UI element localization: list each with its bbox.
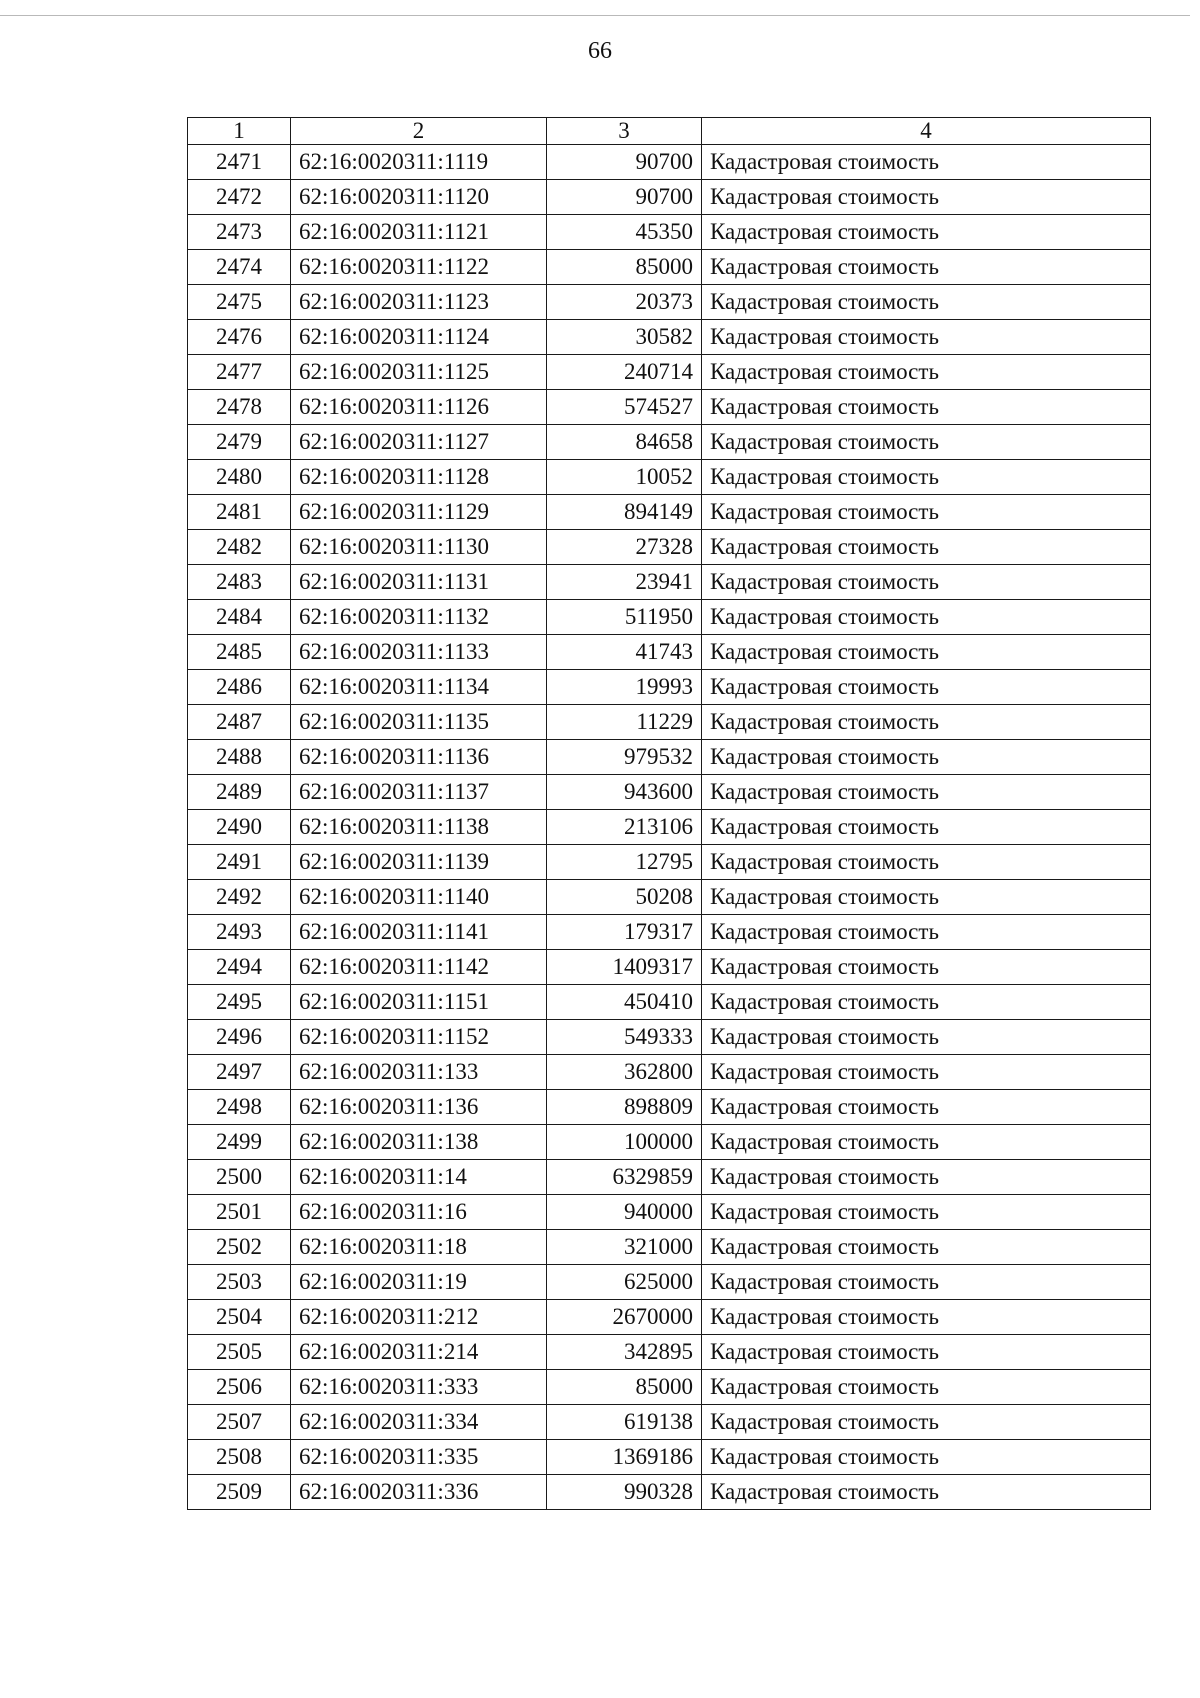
cadastral-number-cell: 62:16:0020311:138 <box>291 1125 547 1160</box>
cadastral-number-cell: 62:16:0020311:336 <box>291 1475 547 1510</box>
table-row <box>188 1265 1151 1300</box>
cadastral-number-cell: 62:16:0020311:1129 <box>291 495 547 530</box>
row-number-cell: 2494 <box>188 950 291 985</box>
value-type-cell: Кадастровая стоимость <box>702 1090 1151 1125</box>
value-cell: 574527 <box>547 390 702 425</box>
value-type-cell: Кадастровая стоимость <box>702 355 1151 390</box>
value-cell: 45350 <box>547 215 702 250</box>
cadastral-number-cell: 62:16:0020311:1128 <box>291 460 547 495</box>
value-type-cell: Кадастровая стоимость <box>702 1160 1151 1195</box>
column-header-1: 1 <box>188 118 291 145</box>
row-number-cell: 2509 <box>188 1475 291 1510</box>
table-row <box>188 320 1151 355</box>
row-number-cell: 2490 <box>188 810 291 845</box>
value-cell: 84658 <box>547 425 702 460</box>
column-header-3: 3 <box>547 118 702 145</box>
value-type-cell: Кадастровая стоимость <box>702 1440 1151 1475</box>
cadastral-number-cell: 62:16:0020311:335 <box>291 1440 547 1475</box>
value-cell: 30582 <box>547 320 702 355</box>
value-type-cell: Кадастровая стоимость <box>702 145 1151 180</box>
row-number-cell: 2471 <box>188 145 291 180</box>
cadastral-value-table <box>187 117 1151 1510</box>
cadastral-number-cell: 62:16:0020311:1127 <box>291 425 547 460</box>
value-cell: 940000 <box>547 1195 702 1230</box>
cadastral-number-cell: 62:16:0020311:1151 <box>291 985 547 1020</box>
value-type-cell: Кадастровая стоимость <box>702 880 1151 915</box>
cadastral-number-cell: 62:16:0020311:1131 <box>291 565 547 600</box>
cadastral-number-cell: 62:16:0020311:1137 <box>291 775 547 810</box>
table-row <box>188 740 1151 775</box>
value-cell: 85000 <box>547 1370 702 1405</box>
table-row <box>188 880 1151 915</box>
row-number-cell: 2505 <box>188 1335 291 1370</box>
value-cell: 342895 <box>547 1335 702 1370</box>
table-row <box>188 1475 1151 1510</box>
table-row <box>188 1300 1151 1335</box>
value-type-cell: Кадастровая стоимость <box>702 320 1151 355</box>
row-number-cell: 2495 <box>188 985 291 1020</box>
value-type-cell: Кадастровая стоимость <box>702 670 1151 705</box>
value-type-cell: Кадастровая стоимость <box>702 285 1151 320</box>
value-type-cell: Кадастровая стоимость <box>702 1475 1151 1510</box>
value-type-cell: Кадастровая стоимость <box>702 1335 1151 1370</box>
cadastral-number-cell: 62:16:0020311:1136 <box>291 740 547 775</box>
row-number-cell: 2499 <box>188 1125 291 1160</box>
value-type-cell: Кадастровая стоимость <box>702 1370 1151 1405</box>
table-row <box>188 600 1151 635</box>
row-number-cell: 2478 <box>188 390 291 425</box>
table-row <box>188 950 1151 985</box>
value-cell: 90700 <box>547 180 702 215</box>
value-cell: 1369186 <box>547 1440 702 1475</box>
value-cell: 27328 <box>547 530 702 565</box>
cadastral-number-cell: 62:16:0020311:1120 <box>291 180 547 215</box>
row-number-cell: 2489 <box>188 775 291 810</box>
value-type-cell: Кадастровая стоимость <box>702 250 1151 285</box>
table-row <box>188 1020 1151 1055</box>
row-number-cell: 2475 <box>188 285 291 320</box>
table-row <box>188 915 1151 950</box>
row-number-cell: 2492 <box>188 880 291 915</box>
value-type-cell: Кадастровая стоимость <box>702 740 1151 775</box>
table-row <box>188 1160 1151 1195</box>
cadastral-number-cell: 62:16:0020311:19 <box>291 1265 547 1300</box>
row-number-cell: 2486 <box>188 670 291 705</box>
table-row <box>188 1440 1151 1475</box>
value-type-cell: Кадастровая стоимость <box>702 215 1151 250</box>
value-type-cell: Кадастровая стоимость <box>702 460 1151 495</box>
row-number-cell: 2491 <box>188 845 291 880</box>
scan-top-edge <box>0 15 1190 16</box>
row-number-cell: 2474 <box>188 250 291 285</box>
row-number-cell: 2506 <box>188 1370 291 1405</box>
value-cell: 41743 <box>547 635 702 670</box>
cadastral-number-cell: 62:16:0020311:133 <box>291 1055 547 1090</box>
row-number-cell: 2493 <box>188 915 291 950</box>
value-cell: 90700 <box>547 145 702 180</box>
value-cell: 894149 <box>547 495 702 530</box>
row-number-cell: 2481 <box>188 495 291 530</box>
table-row <box>188 180 1151 215</box>
cadastral-number-cell: 62:16:0020311:1152 <box>291 1020 547 1055</box>
cadastral-number-cell: 62:16:0020311:334 <box>291 1405 547 1440</box>
value-type-cell: Кадастровая стоимость <box>702 1230 1151 1265</box>
cadastral-number-cell: 62:16:0020311:1135 <box>291 705 547 740</box>
table-row <box>188 1055 1151 1090</box>
table-row <box>188 670 1151 705</box>
value-cell: 6329859 <box>547 1160 702 1195</box>
cadastral-number-cell: 62:16:0020311:214 <box>291 1335 547 1370</box>
cadastral-number-cell: 62:16:0020311:1126 <box>291 390 547 425</box>
table-row <box>188 635 1151 670</box>
table-header-row <box>188 118 1151 145</box>
row-number-cell: 2472 <box>188 180 291 215</box>
cadastral-number-cell: 62:16:0020311:14 <box>291 1160 547 1195</box>
cadastral-number-cell: 62:16:0020311:1141 <box>291 915 547 950</box>
row-number-cell: 2485 <box>188 635 291 670</box>
cadastral-number-cell: 62:16:0020311:1132 <box>291 600 547 635</box>
cadastral-number-cell: 62:16:0020311:1138 <box>291 810 547 845</box>
value-type-cell: Кадастровая стоимость <box>702 1195 1151 1230</box>
row-number-cell: 2476 <box>188 320 291 355</box>
value-cell: 943600 <box>547 775 702 810</box>
cadastral-number-cell: 62:16:0020311:1133 <box>291 635 547 670</box>
row-number-cell: 2504 <box>188 1300 291 1335</box>
value-cell: 979532 <box>547 740 702 775</box>
row-number-cell: 2500 <box>188 1160 291 1195</box>
value-cell: 179317 <box>547 915 702 950</box>
table-row <box>188 1230 1151 1265</box>
row-number-cell: 2477 <box>188 355 291 390</box>
table-row <box>188 810 1151 845</box>
cadastral-number-cell: 62:16:0020311:1119 <box>291 145 547 180</box>
row-number-cell: 2484 <box>188 600 291 635</box>
value-type-cell: Кадастровая стоимость <box>702 425 1151 460</box>
value-cell: 1409317 <box>547 950 702 985</box>
row-number-cell: 2483 <box>188 565 291 600</box>
cadastral-number-cell: 62:16:0020311:1134 <box>291 670 547 705</box>
value-type-cell: Кадастровая стоимость <box>702 565 1151 600</box>
table-row <box>188 985 1151 1020</box>
table-row <box>188 495 1151 530</box>
page-number: 66 <box>588 38 612 64</box>
value-cell: 213106 <box>547 810 702 845</box>
row-number-cell: 2502 <box>188 1230 291 1265</box>
value-cell: 100000 <box>547 1125 702 1160</box>
cadastral-number-cell: 62:16:0020311:1123 <box>291 285 547 320</box>
cadastral-number-cell: 62:16:0020311:1122 <box>291 250 547 285</box>
value-cell: 50208 <box>547 880 702 915</box>
table-row <box>188 775 1151 810</box>
value-cell: 625000 <box>547 1265 702 1300</box>
row-number-cell: 2501 <box>188 1195 291 1230</box>
cadastral-number-cell: 62:16:0020311:333 <box>291 1370 547 1405</box>
table-row <box>188 355 1151 390</box>
table-row <box>188 215 1151 250</box>
value-type-cell: Кадастровая стоимость <box>702 600 1151 635</box>
table-row <box>188 705 1151 740</box>
value-cell: 511950 <box>547 600 702 635</box>
value-cell: 2670000 <box>547 1300 702 1335</box>
value-cell: 23941 <box>547 565 702 600</box>
cadastral-number-cell: 62:16:0020311:1130 <box>291 530 547 565</box>
table-row <box>188 460 1151 495</box>
value-cell: 11229 <box>547 705 702 740</box>
cadastral-number-cell: 62:16:0020311:212 <box>291 1300 547 1335</box>
row-number-cell: 2487 <box>188 705 291 740</box>
row-number-cell: 2479 <box>188 425 291 460</box>
cadastral-number-cell: 62:16:0020311:1142 <box>291 950 547 985</box>
cadastral-number-cell: 62:16:0020311:1140 <box>291 880 547 915</box>
cadastral-number-cell: 62:16:0020311:136 <box>291 1090 547 1125</box>
table-row <box>188 425 1151 460</box>
value-type-cell: Кадастровая стоимость <box>702 1055 1151 1090</box>
table-row <box>188 390 1151 425</box>
row-number-cell: 2503 <box>188 1265 291 1300</box>
table-row <box>188 565 1151 600</box>
cadastral-number-cell: 62:16:0020311:1125 <box>291 355 547 390</box>
table-body <box>188 145 1151 1510</box>
value-cell: 240714 <box>547 355 702 390</box>
value-type-cell: Кадастровая стоимость <box>702 495 1151 530</box>
value-type-cell: Кадастровая стоимость <box>702 1125 1151 1160</box>
value-type-cell: Кадастровая стоимость <box>702 1300 1151 1335</box>
value-cell: 20373 <box>547 285 702 320</box>
table-row <box>188 1335 1151 1370</box>
row-number-cell: 2508 <box>188 1440 291 1475</box>
table-row <box>188 1195 1151 1230</box>
value-type-cell: Кадастровая стоимость <box>702 390 1151 425</box>
value-type-cell: Кадастровая стоимость <box>702 915 1151 950</box>
table-row <box>188 530 1151 565</box>
value-type-cell: Кадастровая стоимость <box>702 1020 1151 1055</box>
cadastral-number-cell: 62:16:0020311:1124 <box>291 320 547 355</box>
value-type-cell: Кадастровая стоимость <box>702 950 1151 985</box>
value-type-cell: Кадастровая стоимость <box>702 1405 1151 1440</box>
table-row <box>188 145 1151 180</box>
table-row <box>188 1125 1151 1160</box>
row-number-cell: 2488 <box>188 740 291 775</box>
cadastral-number-cell: 62:16:0020311:1121 <box>291 215 547 250</box>
table-row <box>188 1370 1151 1405</box>
row-number-cell: 2480 <box>188 460 291 495</box>
value-cell: 990328 <box>547 1475 702 1510</box>
row-number-cell: 2496 <box>188 1020 291 1055</box>
value-type-cell: Кадастровая стоимость <box>702 705 1151 740</box>
row-number-cell: 2473 <box>188 215 291 250</box>
table-row <box>188 1405 1151 1440</box>
value-cell: 85000 <box>547 250 702 285</box>
value-cell: 898809 <box>547 1090 702 1125</box>
cadastral-number-cell: 62:16:0020311:18 <box>291 1230 547 1265</box>
cadastral-number-cell: 62:16:0020311:1139 <box>291 845 547 880</box>
column-header-2: 2 <box>291 118 547 145</box>
value-type-cell: Кадастровая стоимость <box>702 775 1151 810</box>
value-type-cell: Кадастровая стоимость <box>702 985 1151 1020</box>
value-type-cell: Кадастровая стоимость <box>702 1265 1151 1300</box>
cadastral-number-cell: 62:16:0020311:16 <box>291 1195 547 1230</box>
row-number-cell: 2507 <box>188 1405 291 1440</box>
column-header-4: 4 <box>702 118 1151 145</box>
table-row <box>188 285 1151 320</box>
value-cell: 321000 <box>547 1230 702 1265</box>
value-cell: 619138 <box>547 1405 702 1440</box>
row-number-cell: 2498 <box>188 1090 291 1125</box>
value-type-cell: Кадастровая стоимость <box>702 530 1151 565</box>
row-number-cell: 2482 <box>188 530 291 565</box>
value-cell: 450410 <box>547 985 702 1020</box>
value-type-cell: Кадастровая стоимость <box>702 810 1151 845</box>
value-cell: 12795 <box>547 845 702 880</box>
value-cell: 19993 <box>547 670 702 705</box>
value-cell: 549333 <box>547 1020 702 1055</box>
value-type-cell: Кадастровая стоимость <box>702 845 1151 880</box>
table-row <box>188 845 1151 880</box>
value-type-cell: Кадастровая стоимость <box>702 635 1151 670</box>
value-type-cell: Кадастровая стоимость <box>702 180 1151 215</box>
table-row <box>188 1090 1151 1125</box>
value-cell: 10052 <box>547 460 702 495</box>
table-row <box>188 250 1151 285</box>
value-cell: 362800 <box>547 1055 702 1090</box>
row-number-cell: 2497 <box>188 1055 291 1090</box>
